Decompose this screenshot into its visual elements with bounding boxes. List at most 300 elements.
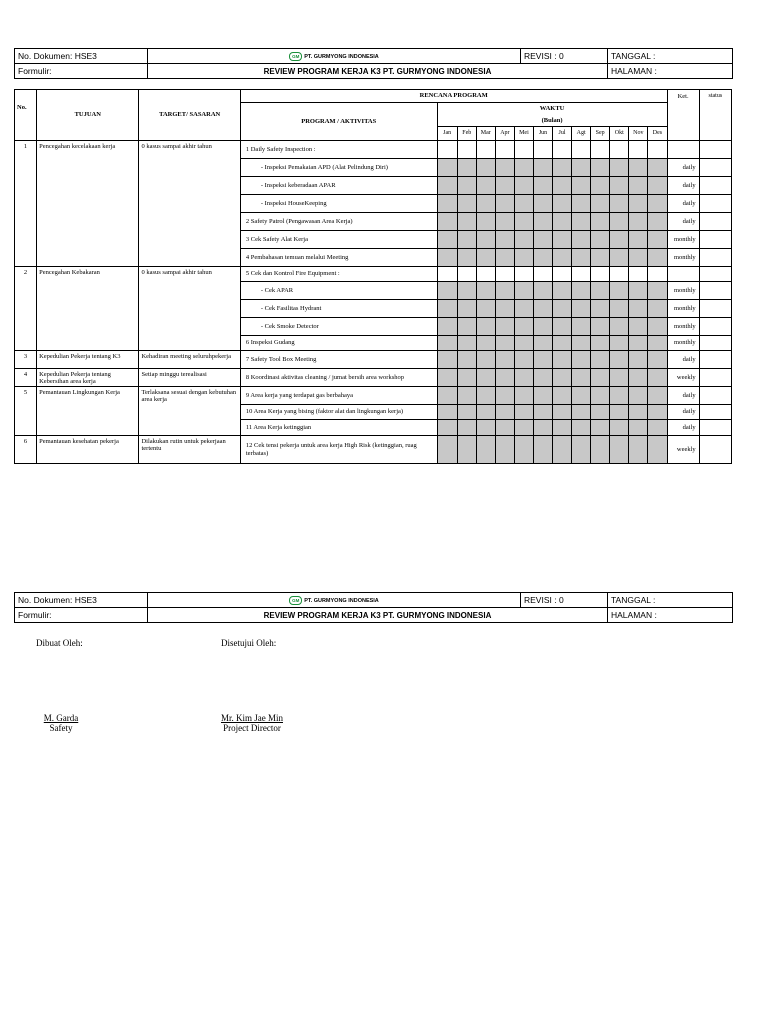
- month-cell: [648, 351, 667, 369]
- status-cell: [699, 318, 731, 336]
- month-cell: [648, 141, 667, 159]
- month-cell: [457, 369, 476, 387]
- status-cell: [699, 369, 731, 387]
- month-header: Mar: [476, 127, 495, 141]
- month-cell: [610, 159, 629, 177]
- month-cell: [457, 231, 476, 249]
- activity-cell: - Inspeksi keberadaan APAR: [240, 177, 437, 195]
- month-header: Apr: [495, 127, 514, 141]
- month-header: Des: [648, 127, 667, 141]
- month-cell: [457, 300, 476, 318]
- month-cell: [495, 249, 514, 267]
- month-cell: [437, 177, 457, 195]
- month-cell: [533, 177, 552, 195]
- month-cell: [648, 267, 667, 282]
- month-cell: [553, 282, 572, 300]
- page-label: HALAMAN :: [608, 64, 733, 79]
- group-target: Terlaksana sesuai dengan kebutuhan area kerja: [139, 387, 240, 436]
- month-cell: [591, 249, 610, 267]
- month-cell: [648, 369, 667, 387]
- month-cell: [533, 282, 552, 300]
- doc-number: No. Dokumen: HSE3: [15, 49, 148, 64]
- month-cell: [476, 405, 495, 420]
- activity-cell: 2 Safety Patrol (Pengawasan Area Kerja): [240, 213, 437, 231]
- month-cell: [514, 231, 533, 249]
- month-cell: [629, 267, 648, 282]
- form-label: Formulir:: [15, 64, 148, 79]
- month-cell: [476, 213, 495, 231]
- status-cell: [699, 213, 731, 231]
- month-cell: [533, 369, 552, 387]
- month-cell: [629, 387, 648, 405]
- month-cell: [572, 267, 591, 282]
- month-cell: [495, 436, 514, 464]
- ket-cell: daily: [667, 213, 699, 231]
- revision: REVISI : 0: [521, 49, 608, 64]
- month-cell: [553, 177, 572, 195]
- month-cell: [437, 300, 457, 318]
- doc-number: No. Dokumen: HSE3: [15, 593, 148, 608]
- activity-cell: - Cek Smoke Detector: [240, 318, 437, 336]
- month-cell: [629, 351, 648, 369]
- month-cell: [610, 336, 629, 351]
- company-logo-text: PT. GURMYONG INDONESIA: [304, 597, 379, 604]
- month-cell: [495, 420, 514, 436]
- document-title: REVIEW PROGRAM KERJA K3 PT. GURMYONG INDONESIA: [148, 64, 608, 79]
- month-cell: [629, 249, 648, 267]
- month-cell: [514, 436, 533, 464]
- month-cell: [457, 351, 476, 369]
- month-cell: [591, 300, 610, 318]
- activity-cell: - Inspeksi Pemakaian APD (Alat Pelindung Diri): [240, 159, 437, 177]
- activity-cell: 1 Daily Safety Inspection :: [240, 141, 437, 159]
- month-cell: [457, 195, 476, 213]
- month-cell: [629, 213, 648, 231]
- status-cell: [699, 387, 731, 405]
- month-header: Okt: [610, 127, 629, 141]
- month-cell: [476, 282, 495, 300]
- ket-cell: monthly: [667, 318, 699, 336]
- group-number: 6: [15, 436, 37, 464]
- ket-cell: [667, 141, 699, 159]
- month-cell: [553, 351, 572, 369]
- group-number: 1: [15, 141, 37, 267]
- group-target: Dilakukan rutin untuk pekerjaan tertentu: [139, 436, 240, 464]
- month-cell: [591, 420, 610, 436]
- month-cell: [572, 336, 591, 351]
- status-cell: [699, 249, 731, 267]
- month-cell: [648, 249, 667, 267]
- group-number: 4: [15, 369, 37, 387]
- status-cell: [699, 436, 731, 464]
- status-cell: [699, 420, 731, 436]
- month-cell: [591, 177, 610, 195]
- month-cell: [514, 300, 533, 318]
- month-cell: [437, 249, 457, 267]
- made-by-label: Dibuat Oleh:: [36, 638, 83, 648]
- status-cell: [699, 282, 731, 300]
- month-cell: [514, 336, 533, 351]
- month-cell: [610, 369, 629, 387]
- month-cell: [457, 141, 476, 159]
- form-label: Formulir:: [15, 608, 148, 623]
- month-cell: [476, 318, 495, 336]
- month-cell: [553, 420, 572, 436]
- month-cell: [591, 351, 610, 369]
- month-cell: [591, 369, 610, 387]
- month-cell: [648, 282, 667, 300]
- month-cell: [476, 141, 495, 159]
- approved-by-role: Project Director: [223, 723, 281, 733]
- month-cell: [553, 213, 572, 231]
- month-cell: [610, 231, 629, 249]
- month-cell: [572, 318, 591, 336]
- month-cell: [495, 351, 514, 369]
- month-cell: [533, 249, 552, 267]
- month-cell: [629, 177, 648, 195]
- month-cell: [476, 249, 495, 267]
- month-header: Agt: [572, 127, 591, 141]
- ket-cell: daily: [667, 177, 699, 195]
- month-cell: [514, 213, 533, 231]
- ket-cell: monthly: [667, 300, 699, 318]
- month-cell: [553, 141, 572, 159]
- month-header: Jun: [533, 127, 552, 141]
- made-by-signature: [30, 713, 92, 733]
- month-cell: [591, 213, 610, 231]
- month-cell: [437, 318, 457, 336]
- month-header: Jan: [437, 127, 457, 141]
- activity-cell: 3 Cek Safety Alat Kerja: [240, 231, 437, 249]
- activity-cell: 10 Area Kerja yang bising (faktor alat dan lingkungan kerja): [240, 405, 437, 420]
- month-cell: [533, 405, 552, 420]
- col-header-no: No.: [15, 90, 37, 141]
- month-cell: [514, 369, 533, 387]
- month-header: Jul: [553, 127, 572, 141]
- month-cell: [553, 195, 572, 213]
- group-tujuan: Pemantauan kesehatan pekerja: [37, 436, 139, 464]
- document-title: REVIEW PROGRAM KERJA K3 PT. GURMYONG INDONESIA: [148, 608, 608, 623]
- month-cell: [610, 249, 629, 267]
- month-cell: [591, 267, 610, 282]
- ket-cell: monthly: [667, 336, 699, 351]
- activity-cell: 8 Koordinasi aktivitas cleaning / jumat bersih area workshop: [240, 369, 437, 387]
- month-cell: [610, 213, 629, 231]
- month-cell: [476, 369, 495, 387]
- activity-cell: 12 Cek tensi pekerja untuk area kerja High Risk (ketinggian, ruag terbatas): [240, 436, 437, 464]
- month-cell: [457, 336, 476, 351]
- document-header-page-2: [14, 592, 733, 623]
- ket-cell: [667, 267, 699, 282]
- month-cell: [591, 387, 610, 405]
- col-header-bulan: (Bulan): [437, 115, 667, 127]
- ket-cell: monthly: [667, 231, 699, 249]
- month-cell: [457, 405, 476, 420]
- month-cell: [495, 267, 514, 282]
- month-cell: [572, 351, 591, 369]
- group-tujuan: Pemantauan Lingkungan Kerja: [37, 387, 139, 436]
- ket-cell: daily: [667, 420, 699, 436]
- month-cell: [572, 369, 591, 387]
- ket-cell: daily: [667, 195, 699, 213]
- month-cell: [591, 195, 610, 213]
- month-cell: [533, 300, 552, 318]
- month-cell: [514, 177, 533, 195]
- month-cell: [495, 282, 514, 300]
- status-cell: [699, 336, 731, 351]
- ket-cell: monthly: [667, 282, 699, 300]
- month-cell: [476, 177, 495, 195]
- month-cell: [648, 213, 667, 231]
- table-row: [15, 351, 732, 369]
- month-cell: [553, 267, 572, 282]
- company-logo-text: PT. GURMYONG INDONESIA: [304, 53, 379, 60]
- status-cell: [699, 177, 731, 195]
- month-cell: [553, 387, 572, 405]
- ket-cell: daily: [667, 351, 699, 369]
- month-cell: [572, 159, 591, 177]
- col-header-rencana: RENCANA PROGRAM: [240, 90, 667, 103]
- month-cell: [629, 318, 648, 336]
- approved-by-name: Mr. Kim Jae Min: [221, 713, 283, 723]
- month-cell: [591, 436, 610, 464]
- month-cell: [476, 300, 495, 318]
- month-cell: [533, 387, 552, 405]
- month-cell: [495, 195, 514, 213]
- month-cell: [476, 387, 495, 405]
- month-cell: [591, 231, 610, 249]
- month-cell: [553, 249, 572, 267]
- month-cell: [629, 159, 648, 177]
- month-cell: [457, 436, 476, 464]
- month-cell: [437, 282, 457, 300]
- table-row: [15, 387, 732, 405]
- approved-by-signature: [208, 713, 296, 733]
- month-cell: [553, 318, 572, 336]
- month-cell: [553, 231, 572, 249]
- month-cell: [514, 318, 533, 336]
- month-cell: [457, 318, 476, 336]
- month-cell: [457, 213, 476, 231]
- month-cell: [533, 141, 552, 159]
- month-cell: [648, 195, 667, 213]
- status-cell: [699, 300, 731, 318]
- month-cell: [553, 300, 572, 318]
- month-cell: [533, 318, 552, 336]
- month-cell: [476, 420, 495, 436]
- month-cell: [610, 436, 629, 464]
- month-cell: [437, 387, 457, 405]
- status-cell: [699, 159, 731, 177]
- month-cell: [553, 405, 572, 420]
- month-cell: [610, 195, 629, 213]
- month-cell: [457, 420, 476, 436]
- table-row: [15, 141, 732, 159]
- month-cell: [629, 141, 648, 159]
- month-cell: [437, 267, 457, 282]
- month-cell: [648, 405, 667, 420]
- month-cell: [629, 231, 648, 249]
- month-cell: [629, 300, 648, 318]
- month-cell: [533, 231, 552, 249]
- activity-cell: 6 Inspeksi Gudang: [240, 336, 437, 351]
- month-cell: [629, 436, 648, 464]
- month-cell: [610, 267, 629, 282]
- month-header: Mei: [514, 127, 533, 141]
- status-cell: [699, 405, 731, 420]
- month-cell: [495, 177, 514, 195]
- status-cell: [699, 267, 731, 282]
- month-cell: [514, 420, 533, 436]
- month-cell: [533, 195, 552, 213]
- month-cell: [476, 351, 495, 369]
- month-cell: [610, 405, 629, 420]
- month-cell: [495, 405, 514, 420]
- month-header: Sep: [591, 127, 610, 141]
- month-cell: [572, 405, 591, 420]
- month-cell: [514, 141, 533, 159]
- month-cell: [457, 159, 476, 177]
- month-cell: [533, 420, 552, 436]
- month-cell: [610, 282, 629, 300]
- activity-cell: 11 Area Kerja ketinggian: [240, 420, 437, 436]
- activity-cell: - Inspeksi HouseKeeping: [240, 195, 437, 213]
- col-header-ket: Ket.: [667, 90, 699, 141]
- month-cell: [572, 300, 591, 318]
- month-cell: [610, 177, 629, 195]
- month-cell: [648, 387, 667, 405]
- month-cell: [591, 282, 610, 300]
- month-cell: [437, 336, 457, 351]
- month-cell: [572, 249, 591, 267]
- approved-by-label: Disetujui Oleh:: [221, 638, 277, 648]
- col-header-status: status: [699, 90, 731, 141]
- month-cell: [476, 231, 495, 249]
- date-label: TANGGAL :: [608, 593, 733, 608]
- month-cell: [591, 405, 610, 420]
- month-cell: [610, 141, 629, 159]
- month-cell: [610, 420, 629, 436]
- month-cell: [495, 318, 514, 336]
- activity-cell: 7 Safety Tool Box Meeting: [240, 351, 437, 369]
- month-cell: [495, 231, 514, 249]
- month-cell: [437, 159, 457, 177]
- month-cell: [591, 141, 610, 159]
- month-cell: [572, 436, 591, 464]
- month-cell: [495, 369, 514, 387]
- date-label: TANGGAL :: [608, 49, 733, 64]
- group-tujuan: Pencegahan Kebakaran: [37, 267, 139, 351]
- month-cell: [476, 267, 495, 282]
- month-cell: [572, 282, 591, 300]
- group-tujuan: Pencegahan kecelakaan kerja: [37, 141, 139, 267]
- group-target: Kehadiran meeting seluruhpekerja: [139, 351, 240, 369]
- status-cell: [699, 195, 731, 213]
- month-cell: [495, 213, 514, 231]
- month-cell: [610, 351, 629, 369]
- month-cell: [572, 387, 591, 405]
- month-cell: [648, 318, 667, 336]
- group-tujuan: Kepedulian Pekerja tentang Kebersihan area kerja: [37, 369, 139, 387]
- ket-cell: daily: [667, 405, 699, 420]
- month-cell: [648, 436, 667, 464]
- month-cell: [533, 436, 552, 464]
- activity-cell: 5 Cek dan Kontrol Fire Equipment :: [240, 267, 437, 282]
- month-cell: [437, 420, 457, 436]
- table-row: [15, 369, 732, 387]
- month-cell: [533, 213, 552, 231]
- group-tujuan: Kepedulian Pekerja tentang K3: [37, 351, 139, 369]
- month-cell: [514, 282, 533, 300]
- group-target: 0 kasus sampai akhir tahun: [139, 141, 240, 267]
- month-cell: [495, 336, 514, 351]
- col-header-waktu: WAKTU: [437, 103, 667, 115]
- month-cell: [457, 249, 476, 267]
- month-cell: [610, 318, 629, 336]
- month-cell: [476, 159, 495, 177]
- page-label: HALAMAN :: [608, 608, 733, 623]
- group-number: 5: [15, 387, 37, 436]
- month-cell: [648, 420, 667, 436]
- status-cell: [699, 141, 731, 159]
- month-cell: [553, 336, 572, 351]
- month-cell: [495, 141, 514, 159]
- col-header-tujuan: TUJUAN: [37, 90, 139, 141]
- month-cell: [457, 282, 476, 300]
- activity-cell: 4 Pembahasan temuan melalui Meeting: [240, 249, 437, 267]
- month-cell: [629, 282, 648, 300]
- group-number: 3: [15, 351, 37, 369]
- group-number: 2: [15, 267, 37, 351]
- document-header: [14, 48, 733, 79]
- month-cell: [572, 420, 591, 436]
- month-cell: [514, 159, 533, 177]
- ket-cell: weekly: [667, 436, 699, 464]
- month-cell: [572, 177, 591, 195]
- month-header: Feb: [457, 127, 476, 141]
- month-cell: [629, 420, 648, 436]
- table-row: [15, 267, 732, 282]
- program-table: [14, 89, 732, 464]
- month-cell: [514, 249, 533, 267]
- activity-cell: - Cek APAR: [240, 282, 437, 300]
- month-cell: [591, 336, 610, 351]
- company-logo: [148, 49, 521, 64]
- month-cell: [437, 351, 457, 369]
- month-cell: [437, 195, 457, 213]
- month-cell: [437, 141, 457, 159]
- ket-cell: weekly: [667, 369, 699, 387]
- month-cell: [476, 336, 495, 351]
- group-target: 0 kasus sampai akhir tahun: [139, 267, 240, 351]
- ket-cell: daily: [667, 159, 699, 177]
- month-cell: [572, 231, 591, 249]
- month-cell: [591, 159, 610, 177]
- month-cell: [457, 177, 476, 195]
- month-cell: [610, 387, 629, 405]
- made-by-name: M. Garda: [43, 713, 79, 723]
- month-cell: [495, 387, 514, 405]
- month-cell: [553, 369, 572, 387]
- group-target: Setiap minggu terealisasi: [139, 369, 240, 387]
- month-cell: [437, 405, 457, 420]
- month-cell: [476, 436, 495, 464]
- activity-cell: 9 Area kerja yang terdapat gas berbahaya: [240, 387, 437, 405]
- month-cell: [533, 336, 552, 351]
- month-cell: [495, 300, 514, 318]
- month-cell: [514, 267, 533, 282]
- month-cell: [553, 159, 572, 177]
